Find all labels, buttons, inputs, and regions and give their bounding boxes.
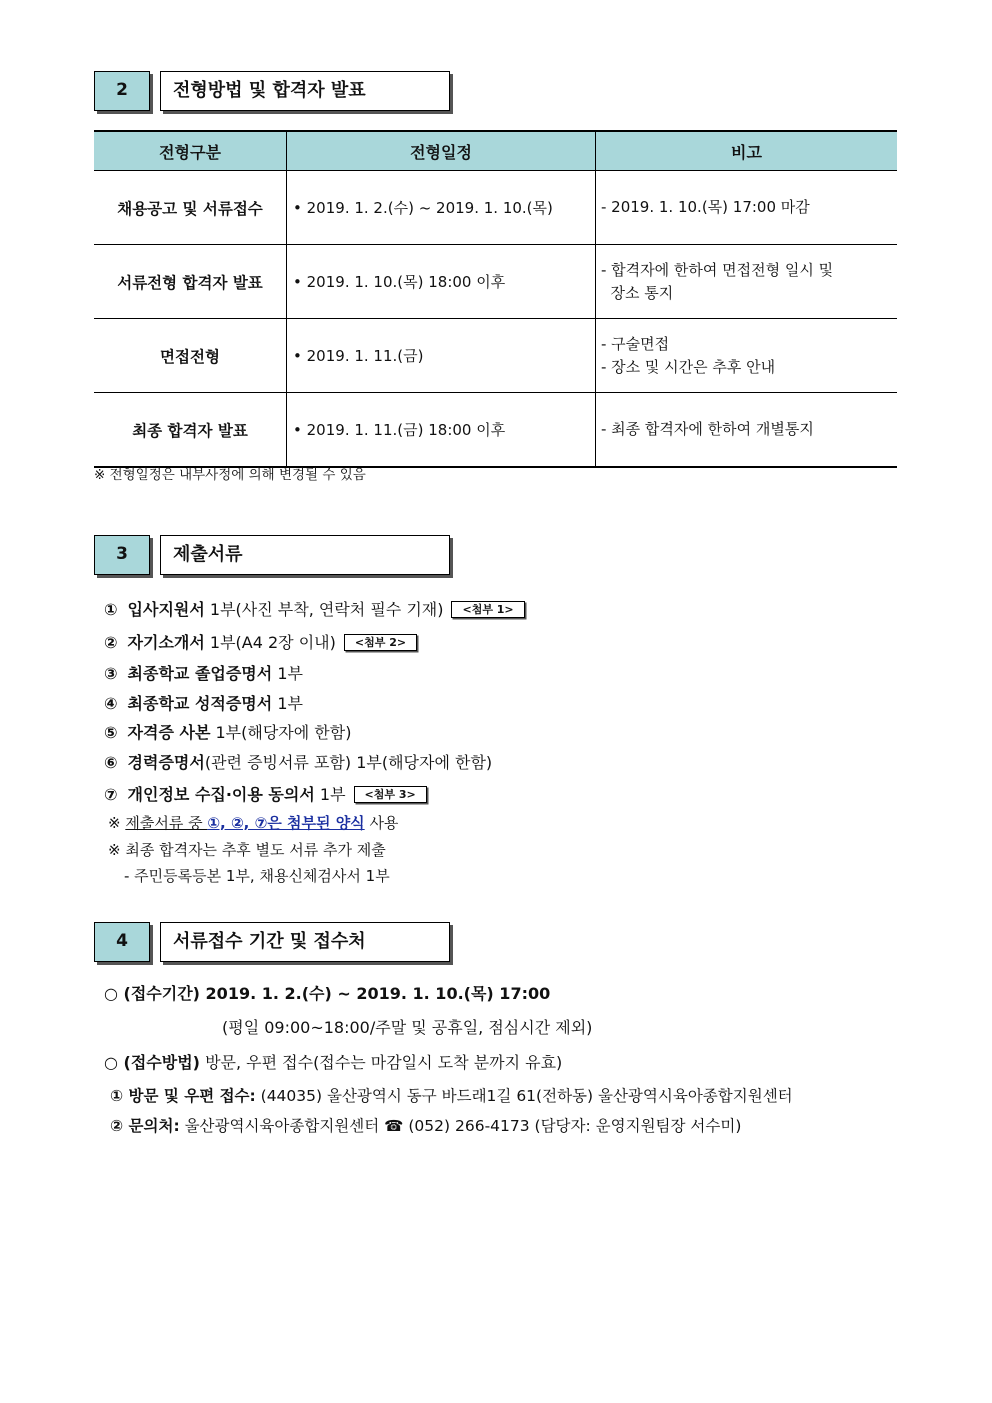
note-line: - 장소 및 시간은 추후 안내 [601, 357, 776, 376]
notes-cell [596, 245, 898, 319]
documents-note-2: ※ 최종 합격자는 추후 별도 서류 추가 제출 [108, 841, 386, 859]
schedule-text: 2019. 1. 11.(금) 18:00 이후 [306, 421, 506, 439]
item-detail: (관련 증빙서류 포함) 1부(해당자에 한함) [204, 753, 493, 772]
item-detail: 1부(A4 2장 이내) [204, 633, 336, 652]
item-number: ③ [104, 664, 118, 683]
item-name: 최종학교 성적증명서 [127, 694, 273, 713]
application-period: ○ (접수기간) 2019. 1. 2.(수) ~ 2019. 1. 10.(목) 17:00 [104, 984, 551, 1003]
schedule-text: 2019. 1. 10.(목) 18:00 이후 [306, 273, 506, 291]
note-highlight: ①, ②, ⑦은 첨부된 양식 [207, 814, 365, 832]
schedule-table [94, 130, 897, 468]
item-number: ④ [104, 694, 118, 713]
item-detail: 1부 [314, 785, 346, 804]
col-header-notes: 비고 [596, 131, 898, 171]
note-mark: ※ [108, 814, 126, 832]
item-name: 경력증명서 [127, 753, 205, 772]
contact-label: ② 문의처: [110, 1117, 180, 1135]
schedule-text: 2019. 1. 11.(금) [306, 347, 424, 365]
table-row [94, 319, 897, 393]
note-line: - 최종 합격자에 한하여 개별통지 [601, 420, 814, 438]
note-line: - 합격자에 한하여 면접전형 일시 및 [601, 260, 834, 279]
item-name: 자기소개서 [127, 633, 205, 652]
address-label: ① 방문 및 우편 접수: [110, 1087, 256, 1105]
table-row [94, 171, 897, 245]
section-3-number: 3 [94, 535, 150, 575]
document-item-5 [104, 720, 351, 743]
schedule-cell [287, 393, 596, 468]
table-row [94, 393, 897, 468]
schedule-cell [287, 319, 596, 393]
col-header-schedule: 전형일정 [287, 131, 596, 171]
item-number: ② [104, 633, 118, 652]
item-number: ⑥ [104, 753, 118, 772]
document-item-6 [104, 750, 492, 773]
attachment-tag: <첨부 1> [451, 601, 524, 618]
col-header-category: 전형구분 [94, 131, 287, 171]
address-text: (44035) 울산광역시 동구 바드래1길 61(전하동) 울산광역시육아종합지원센터 [255, 1087, 793, 1105]
category-cell: 면접전형 [94, 319, 287, 393]
bullet: • [293, 199, 302, 217]
application-method [104, 1050, 562, 1073]
item-number: ⑤ [104, 723, 118, 742]
category-cell: 채용공고 및 서류접수 [94, 171, 287, 245]
attachment-tag: <첨부 2> [344, 634, 417, 651]
note-line: - 2019. 1. 10.(목) 17:00 마감 [601, 198, 810, 216]
document-item-4 [104, 691, 303, 714]
section-4-number: 4 [94, 922, 150, 962]
category-cell: 최종 합격자 발표 [94, 393, 287, 468]
section-3-title: 제출서류 [160, 535, 450, 575]
note-line: - 구술면접 [601, 334, 670, 353]
application-address [110, 1084, 793, 1106]
attachment-tag: <첨부 3> [354, 786, 427, 803]
item-number: ⑦ [104, 785, 118, 804]
note-text: 제출서류 중 [125, 814, 208, 832]
item-detail: 1부(사진 부착, 연락처 필수 기재) [204, 600, 444, 619]
schedule-text: 2019. 1. 2.(수) ~ 2019. 1. 10.(목) [306, 199, 553, 217]
contact-info [110, 1114, 741, 1136]
document-item-3 [104, 661, 303, 684]
category-cell: 서류전형 합격자 발표 [94, 245, 287, 319]
document-item-2 [104, 630, 417, 653]
note-text: 사용 [364, 814, 399, 832]
note-line: 장소 통지 [601, 283, 674, 302]
item-detail: 1부 [272, 694, 303, 713]
contact-text: 울산광역시육아종합지원센터 ☎ (052) 266-4173 (담당자: 운영지원팀장 서수미) [179, 1117, 742, 1135]
item-number: ① [104, 600, 118, 619]
table-row [94, 245, 897, 319]
section-4-title: 서류접수 기간 및 접수처 [160, 922, 450, 962]
schedule-cell [287, 171, 596, 245]
documents-note-3: - 주민등록등본 1부, 채용신체검사서 1부 [124, 867, 390, 885]
document-item-7 [104, 782, 427, 805]
application-period-detail: (평일 09:00~18:00/주말 및 공휴일, 점심시간 제외) [222, 1018, 593, 1037]
item-detail: 1부 [272, 664, 303, 683]
schedule-header-row [94, 131, 897, 171]
document-item-1 [104, 597, 525, 620]
documents-note-1 [108, 812, 398, 833]
section-2-number: 2 [94, 71, 150, 111]
bullet: • [293, 421, 302, 439]
item-name: 개인정보 수집·이용 동의서 [127, 785, 315, 804]
item-detail: 1부(해당자에 한함) [210, 723, 352, 742]
method-text: 방문, 우편 접수(접수는 마감일시 도착 분까지 유효) [199, 1053, 563, 1072]
notes-cell [596, 319, 898, 393]
item-name: 입사지원서 [127, 600, 205, 619]
notes-cell [596, 171, 898, 245]
section-2-title: 전형방법 및 합격자 발표 [160, 71, 450, 111]
notes-cell [596, 393, 898, 468]
schedule-cell [287, 245, 596, 319]
method-label: ○ (접수방법) [104, 1053, 200, 1072]
item-name: 자격증 사본 [127, 723, 211, 742]
bullet: • [293, 347, 302, 365]
item-name: 최종학교 졸업증명서 [127, 664, 273, 683]
schedule-footnote: ※ 전형일정은 내부사정에 의해 변경될 수 있음 [94, 467, 366, 483]
bullet: • [293, 273, 302, 291]
